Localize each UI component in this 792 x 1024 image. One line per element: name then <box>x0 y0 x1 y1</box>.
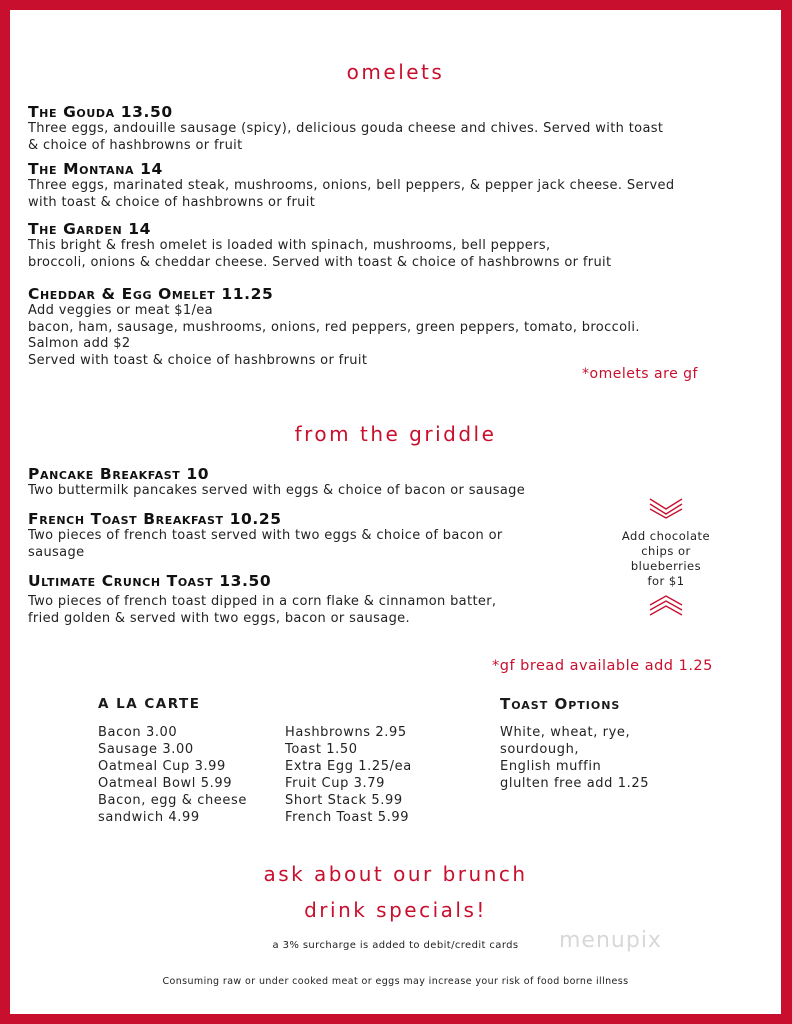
desc-line: fried golden & served with two eggs, bacon or sausage. <box>28 610 411 626</box>
item-desc <box>28 238 768 271</box>
add-ons-note <box>606 529 726 589</box>
item-desc <box>28 528 618 561</box>
list-item: Bacon, egg & cheese <box>98 793 247 808</box>
item-desc <box>28 121 768 154</box>
item-name: Pancake Breakfast 10 <box>28 465 210 483</box>
griddle-item-french-toast <box>28 510 618 561</box>
a-la-carte-col1 <box>98 724 247 826</box>
griddle-item-pancake <box>28 465 618 500</box>
note-line: chips or <box>641 544 691 558</box>
item-name: Cheddar & Egg Omelet 11.25 <box>28 285 274 303</box>
toast-options-title: Toast Options <box>500 695 621 713</box>
list-item: Sausage 3.00 <box>98 742 194 757</box>
desc-line: & choice of hashbrowns or fruit <box>28 137 243 153</box>
omelet-item-gouda <box>28 103 768 154</box>
list-item: White, wheat, rye, <box>500 725 631 740</box>
chevron-up-icon <box>647 595 685 617</box>
desc-line: Two pieces of french toast served with two eggs & choice of bacon or <box>28 528 503 543</box>
list-item: Extra Egg 1.25/ea <box>285 759 412 774</box>
item-name: The Gouda 13.50 <box>28 103 173 121</box>
desc-line: Served with toast & choice of hashbrowns or fruit <box>28 352 368 368</box>
gf-bread-note: *gf bread available add 1.25 <box>492 658 713 674</box>
omelet-item-cheddar <box>28 285 768 369</box>
list-item: Fruit Cup 3.79 <box>285 776 386 791</box>
desc-line: broccoli, onions & cheddar cheese. Served with toast & choice of hashbrowns or fruit <box>28 254 612 270</box>
desc-line: Two buttermilk pancakes served with eggs & choice of bacon or sausage <box>28 483 526 498</box>
item-name: The Garden 14 <box>28 220 152 238</box>
chevron-down-icon <box>647 497 685 519</box>
list-item: glulten free add 1.25 <box>500 776 650 791</box>
list-item: Bacon 3.00 <box>98 725 178 740</box>
list-item: Toast 1.50 <box>285 742 358 757</box>
item-desc <box>28 483 618 500</box>
a-la-carte-col2 <box>285 724 412 826</box>
desc-line: with toast & choice of hashbrowns or fruit <box>28 194 316 210</box>
desc-line: Three eggs, andouille sausage (spicy), delicious gouda cheese and chives. Served with toast <box>28 121 664 136</box>
omelets-gf-note: *omelets are gf <box>582 366 698 382</box>
item-desc <box>28 178 768 211</box>
list-item: French Toast 5.99 <box>285 810 410 825</box>
promo-line-2: drink specials! <box>304 898 487 922</box>
item-desc <box>28 594 618 627</box>
desc-line: Two pieces of french toast dipped in a corn flake & cinnamon batter, <box>28 594 497 609</box>
list-item: Oatmeal Bowl 5.99 <box>98 776 233 791</box>
desc-line: Add veggies or meat $1/ea <box>28 303 213 318</box>
note-line: for $1 <box>647 574 685 588</box>
desc-line: This bright & fresh omelet is loaded with spinach, mushrooms, bell peppers, <box>28 238 551 253</box>
desc-line: bacon, ham, sausage, mushrooms, onions, red peppers, green peppers, tomato, broccoli. <box>28 319 640 335</box>
food-safety-disclaimer: Consuming raw or under cooked meat or eggs may increase your risk of food borne illness <box>162 976 629 987</box>
griddle-title: from the griddle <box>294 422 497 446</box>
list-item: sandwich 4.99 <box>98 810 200 825</box>
list-item: English muffin <box>500 759 602 774</box>
promo-line-1: ask about our brunch <box>263 862 528 886</box>
item-name: Ultimate Crunch Toast 13.50 <box>28 572 272 590</box>
list-item: sourdough, <box>500 742 580 757</box>
watermark-logo: menupix <box>559 928 662 953</box>
desc-line: Three eggs, marinated steak, mushrooms, onions, bell peppers, & pepper jack cheese. Served <box>28 178 675 193</box>
note-line: Add chocolate <box>621 529 711 543</box>
item-name: The Montana 14 <box>28 160 163 178</box>
omelet-item-montana <box>28 160 768 211</box>
omelets-title: omelets <box>346 60 445 84</box>
a-la-carte-title: A LA CARTE <box>98 696 201 712</box>
omelet-item-garden <box>28 220 768 271</box>
desc-line: Salmon add $2 <box>28 336 131 351</box>
menu-page <box>10 10 781 1014</box>
toast-options-list <box>500 724 649 792</box>
surcharge-note: a 3% surcharge is added to debit/credit cards <box>272 940 519 951</box>
list-item: Short Stack 5.99 <box>285 793 403 808</box>
note-line: blueberries <box>630 559 702 573</box>
item-name: French Toast Breakfast 10.25 <box>28 510 282 528</box>
desc-line: sausage <box>28 544 85 560</box>
list-item: Oatmeal Cup 3.99 <box>98 759 226 774</box>
item-desc <box>28 303 768 369</box>
list-item: Hashbrowns 2.95 <box>285 725 407 740</box>
griddle-item-ultimate-crunch <box>28 572 618 627</box>
